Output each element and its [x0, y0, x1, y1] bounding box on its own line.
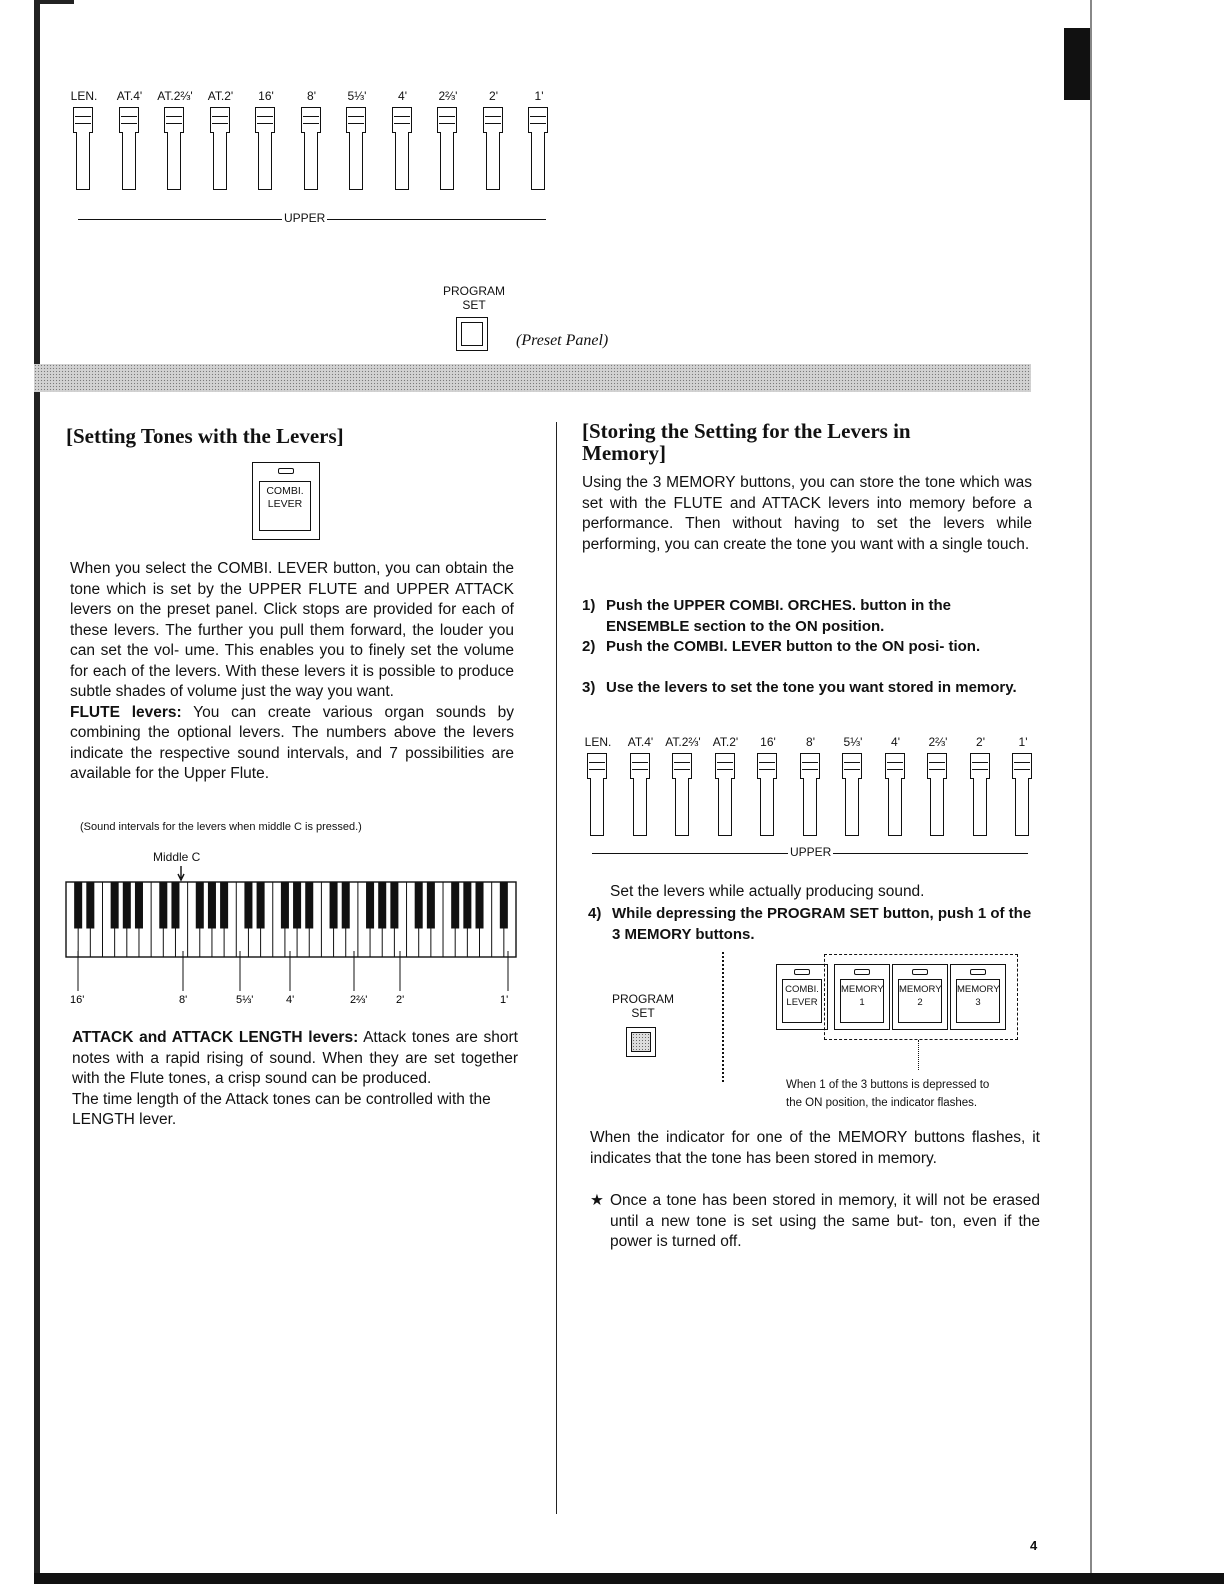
lever-stem [760, 778, 774, 836]
memory-3-indicator [970, 969, 986, 975]
lever-stem [76, 132, 90, 190]
lever [519, 89, 559, 193]
black-key [476, 882, 484, 929]
lever-label: 2' [489, 89, 498, 103]
black-key [123, 882, 131, 929]
black-key [427, 882, 435, 929]
black-key [293, 882, 301, 929]
memory-1-label: MEMORY 1 [840, 979, 884, 1023]
black-key [451, 882, 459, 929]
lever-cap [587, 753, 607, 779]
memory-3-label: MEMORY 3 [956, 979, 1000, 1023]
lever-stem [213, 132, 227, 190]
black-key [257, 882, 265, 929]
lever [155, 89, 195, 193]
interval-label: 2' [396, 994, 405, 1006]
lever-cap [483, 107, 503, 133]
middle-c-label: Middle C [153, 850, 201, 864]
interval-label: 8' [179, 994, 188, 1006]
lever-cap [715, 753, 735, 779]
lever [64, 89, 104, 193]
lever [474, 89, 514, 193]
lever-cap [210, 107, 230, 133]
lever-label: 4' [398, 89, 407, 103]
lever-stem [304, 132, 318, 190]
interval-label: 5⅓' [236, 994, 254, 1006]
lever-stem [590, 778, 604, 836]
black-key [330, 882, 338, 929]
middle-c-arrow [178, 866, 184, 880]
combi-indicator [278, 468, 294, 474]
lever-cap [630, 753, 650, 779]
lever-label: 2⅔' [928, 735, 948, 749]
black-key [415, 882, 423, 929]
memory-note: ★ Once a tone has been stored in memory, it will not be erased until a new tone is set using the same but- ton, even if the power is turned off. [590, 1192, 1040, 1250]
lever-stem [122, 132, 136, 190]
black-key [86, 882, 94, 929]
lever [833, 735, 873, 839]
black-key [208, 882, 216, 929]
lever-cap [346, 107, 366, 133]
memory-button-2 [892, 964, 948, 1030]
black-key [305, 882, 313, 929]
black-key [366, 882, 374, 929]
left-intro-text: When you select the COMBI. LEVER button, you can obtain the tone which is set by the UPPER FLUTE and UPPER ATTACK levers on the preset panel. Click stops are provided for each of these levers. The further you pull them forward, the louder you can set the vol- ume. This enables you to finely set the volume for each of the levers. With these levers it is possible to produce subtle shades of volume just the way you want. FLUTE levers: You can create various organ sounds by combining the optional levers. The numbers above the levers indicate the respective sound intervals, and 7 possibilities are available for the Upper Flute. [70, 560, 514, 782]
lever-stem [258, 132, 272, 190]
lever [246, 89, 286, 193]
lever-label: LEN. [584, 735, 612, 749]
black-key [244, 882, 252, 929]
lever-label: AT.2⅔' [665, 735, 701, 749]
lever-stem [440, 132, 454, 190]
lever [201, 89, 241, 193]
black-key [74, 882, 82, 929]
top-lever-diagram [64, 89, 564, 229]
lever-cap [392, 107, 412, 133]
step-1: 1) Push the UPPER COMBI. ORCHES. button in the ENSEMBLE section to the ON position. [582, 597, 951, 635]
lever-cap [800, 753, 820, 779]
lever-stem [675, 778, 689, 836]
memory-program-set-label: PROGRAM SET [611, 992, 674, 1020]
page-number: 4 [1030, 1538, 1038, 1553]
page-tab-marker [1064, 28, 1090, 100]
lever-label: AT.2' [207, 89, 234, 103]
combi-lever-memory-button [776, 964, 828, 1030]
lever-cap [119, 107, 139, 133]
combi-lever-button-figure [252, 462, 320, 540]
attack-text: ATTACK and ATTACK LENGTH levers: Attack tones are short notes with a rapid rising of sound. When they are set together with the Flute tones, a crisp sound can be produced. The time length of the Attack tones can be controlled with the LENGTH lever. [72, 1029, 518, 1128]
lever-cap [842, 753, 862, 779]
black-key [281, 882, 289, 929]
lever-label: 1' [534, 89, 544, 103]
lever [292, 89, 332, 193]
lever-cap [528, 107, 548, 133]
black-key [500, 882, 508, 929]
lever-cap [255, 107, 275, 133]
lever-stem [718, 778, 732, 836]
lever-cap [757, 753, 777, 779]
right-intro-text: Using the 3 MEMORY buttons, you can store the tone which was set with the FLUTE and ATTACK levers into memory before a performance. Then without having to set the levers while performing, you can create the tone you want with a single touch. [582, 474, 1032, 553]
lever-cap [1012, 753, 1032, 779]
lever-stem [888, 778, 902, 836]
interval-note: (Sound intervals for the levers when middle C is pressed.) [80, 821, 362, 833]
page-edge-bottom [34, 1573, 1224, 1584]
lever-label: 8' [307, 89, 316, 103]
page-edge-right [1090, 0, 1092, 1584]
lever-label: 5⅓' [843, 735, 863, 749]
lever-label: 8' [806, 735, 815, 749]
lever-stem [930, 778, 944, 836]
lever-stem [167, 132, 181, 190]
lever-label: AT.4' [116, 89, 143, 103]
lever-stem [349, 132, 363, 190]
lever [918, 735, 958, 839]
lever [876, 735, 916, 839]
keyboard-frame [66, 882, 516, 957]
dotted-leader-left [722, 952, 724, 1082]
upper-label: UPPER [284, 211, 326, 225]
flash-note: When 1 of the 3 buttons is depressed to the ON position, the indicator flashes. [786, 1079, 990, 1109]
memory-2-label: MEMORY 2 [898, 979, 942, 1023]
lever-stem [531, 132, 545, 190]
interval-label: 1' [500, 994, 509, 1006]
lever-label: AT.2⅔' [157, 89, 193, 103]
combi-lever-memory-label: COMBI. LEVER [782, 979, 822, 1023]
lever [1003, 735, 1043, 839]
lever-stem [395, 132, 409, 190]
column-divider [556, 422, 557, 1514]
upper-label: UPPER [790, 845, 832, 859]
lever-label: 1' [1018, 735, 1028, 749]
lever-label: 5⅓' [347, 89, 367, 103]
black-key [342, 882, 350, 929]
lever-label: AT.2' [712, 735, 739, 749]
lever-label: AT.4' [627, 735, 654, 749]
step-3: 3) Use the levers to set the tone you want stored in memory. [582, 679, 1017, 696]
lever-cap [301, 107, 321, 133]
lever-stem [1015, 778, 1029, 836]
lever-cap [927, 753, 947, 779]
black-key [378, 882, 386, 929]
black-key [135, 882, 143, 929]
black-key [196, 882, 204, 929]
step-2: 2) Push the COMBI. LEVER button to the ON posi- tion. [582, 638, 981, 655]
program-set-label: PROGRAM SET [442, 284, 505, 312]
black-key [220, 882, 228, 929]
lever [791, 735, 831, 839]
lever [663, 735, 703, 839]
memory-2-indicator [912, 969, 928, 975]
program-set-button [456, 317, 488, 351]
lever [961, 735, 1001, 839]
set-levers-note: Set the levers while actually producing sound. [610, 883, 925, 900]
page-edge-left [34, 0, 40, 1584]
interval-label: 16' [70, 994, 85, 1006]
keyboard-diagram [64, 862, 520, 1008]
lever-cap [164, 107, 184, 133]
lever-cap [885, 753, 905, 779]
black-key [463, 882, 471, 929]
memory-button-1 [834, 964, 890, 1030]
combi-lever-indicator [794, 969, 810, 975]
lever-cap [970, 753, 990, 779]
lever [110, 89, 150, 193]
combi-lever-label: COMBI. LEVER [259, 481, 311, 531]
lever-label: LEN. [70, 89, 98, 103]
lever-stem [973, 778, 987, 836]
lever-label: 2' [976, 735, 985, 749]
lever-label: 2⅔' [438, 89, 458, 103]
memory-button-3 [950, 964, 1006, 1030]
lever [428, 89, 468, 193]
section-band [34, 364, 1031, 392]
lever-label: 16' [760, 735, 776, 749]
memory-1-indicator [854, 969, 870, 975]
lever [748, 735, 788, 839]
lever-cap [437, 107, 457, 133]
preset-panel-caption: (Preset Panel) [516, 332, 609, 349]
lever [578, 735, 618, 839]
page-edge-top [34, 0, 74, 4]
right-outro-text: When the indicator for one of the MEMORY buttons flashes, it indicates that the tone has been stored in memory. [590, 1129, 1040, 1167]
black-key [159, 882, 167, 929]
attack-term: ATTACK and ATTACK LENGTH levers: [72, 1029, 359, 1046]
lever-stem [803, 778, 817, 836]
lever-stem [845, 778, 859, 836]
right-heading: [Storing the Setting for the Levers in Memory] [582, 419, 911, 465]
lever [706, 735, 746, 839]
lever-label: 16' [258, 89, 274, 103]
black-key [111, 882, 119, 929]
lever-stem [633, 778, 647, 836]
black-key [390, 882, 398, 929]
lever-cap [73, 107, 93, 133]
lever-stem [486, 132, 500, 190]
dotted-leader-right [918, 1040, 919, 1070]
black-key [171, 882, 179, 929]
lever-cap [672, 753, 692, 779]
memory-lever-diagram [578, 735, 1048, 865]
lever [621, 735, 661, 839]
left-heading: [Setting Tones with the Levers] [66, 424, 344, 448]
interval-label: 4' [286, 994, 295, 1006]
lever [383, 89, 423, 193]
flute-term: FLUTE levers: [70, 703, 182, 721]
step-4: 4) While depressing the PROGRAM SET button, push 1 of the 3 MEMORY buttons. [588, 905, 1032, 943]
lever [337, 89, 377, 193]
memory-program-set-button [626, 1027, 656, 1057]
lever-label: 4' [891, 735, 900, 749]
star-icon: ★ [590, 1192, 604, 1209]
interval-label: 2⅔' [350, 994, 368, 1006]
